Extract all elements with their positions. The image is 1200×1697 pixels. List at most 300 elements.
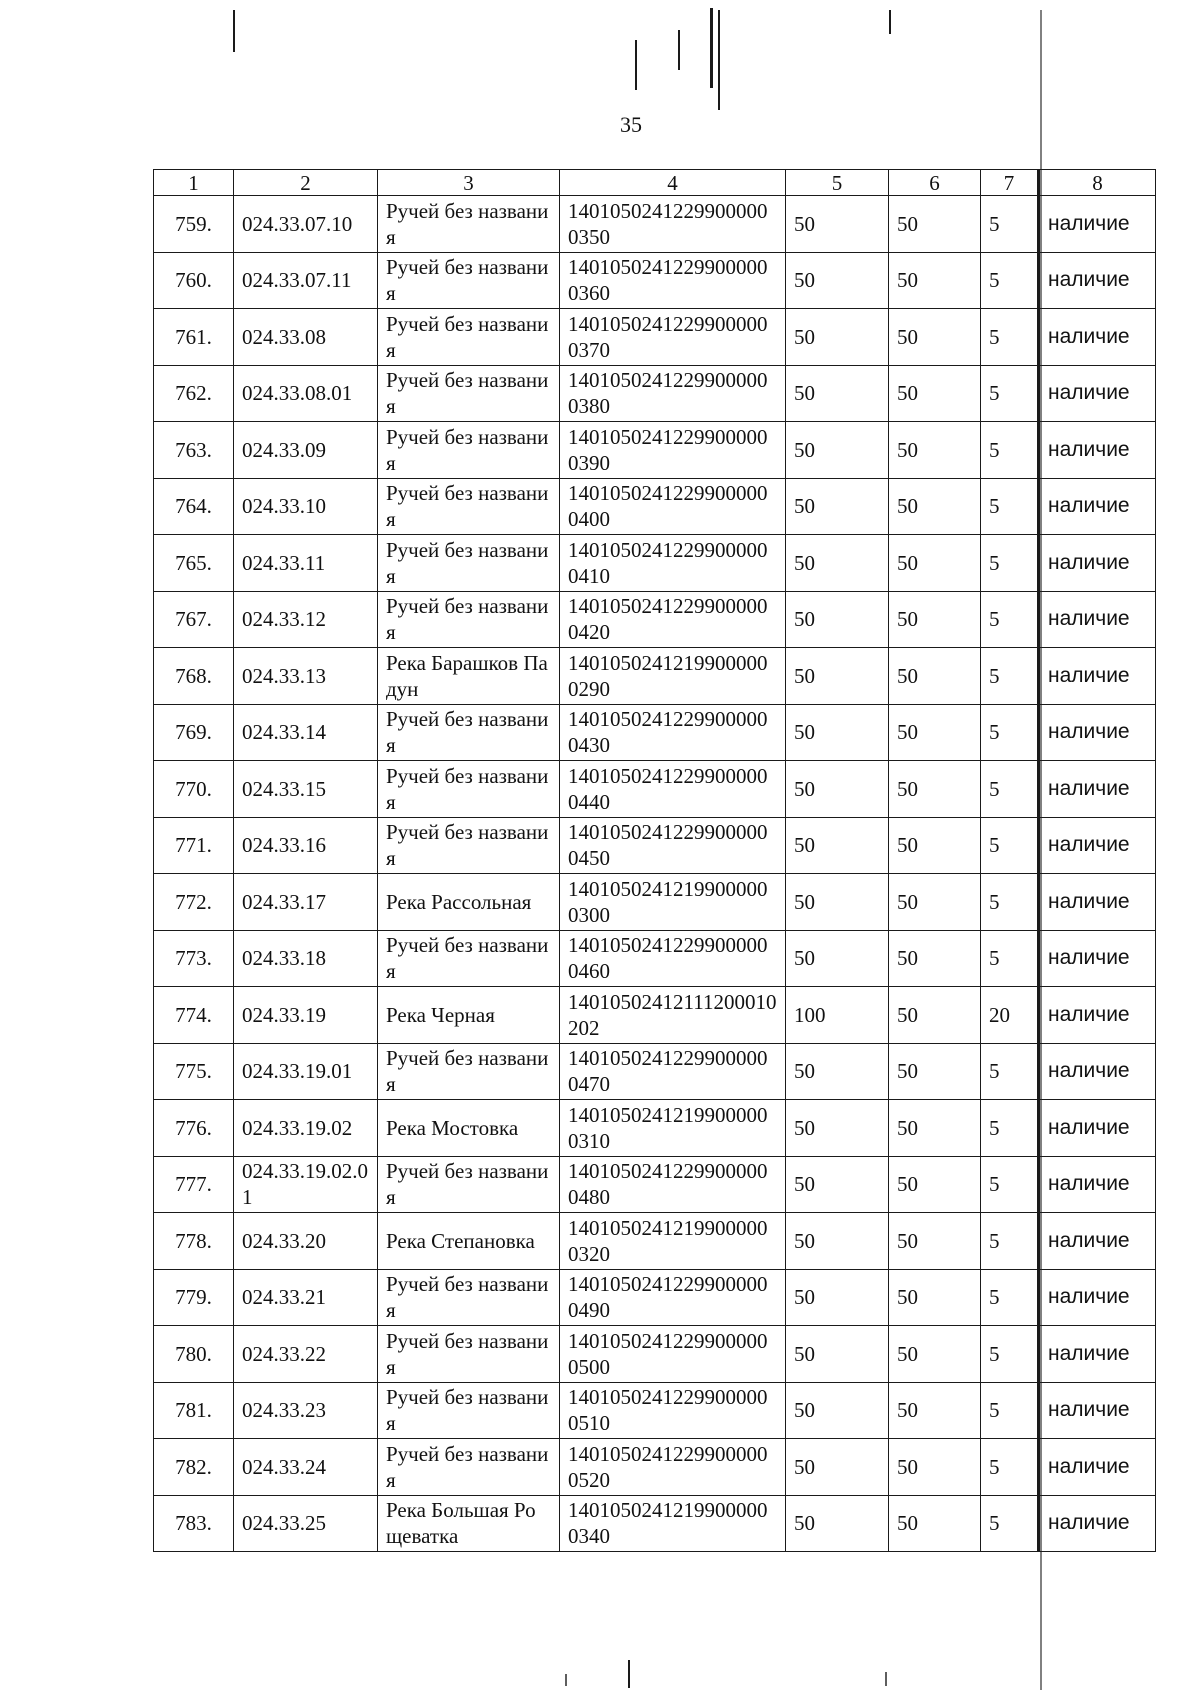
value-col5 bbox=[786, 1326, 889, 1383]
table-row bbox=[154, 1495, 1156, 1552]
object-code-text: 024.33.25 bbox=[242, 1511, 326, 1536]
registry-id bbox=[560, 1269, 786, 1326]
row-number-text: 768. bbox=[175, 663, 212, 688]
object-name-text: Ручей без названия bbox=[386, 820, 549, 871]
object-code-text: 024.33.23 bbox=[242, 1398, 326, 1423]
value-col6-text: 50 bbox=[897, 607, 918, 632]
value-col6-text: 50 bbox=[897, 946, 918, 971]
registry-id-text: 14010502412299000000350 bbox=[568, 198, 768, 249]
object-name bbox=[378, 1156, 560, 1213]
row-number bbox=[154, 648, 234, 705]
value-col5 bbox=[786, 535, 889, 592]
status-cell-text: наличие bbox=[1048, 889, 1130, 913]
value-col7-text: 5 bbox=[989, 1172, 1000, 1197]
value-col7 bbox=[981, 591, 1039, 648]
object-name bbox=[378, 987, 560, 1044]
status-cell bbox=[1039, 1326, 1156, 1383]
value-col6-text: 50 bbox=[897, 1228, 918, 1253]
object-code-text: 024.33.11 bbox=[242, 550, 326, 575]
row-number bbox=[154, 1326, 234, 1383]
value-col7-text: 5 bbox=[989, 437, 1000, 462]
object-name-text: Ручей без названия bbox=[386, 481, 549, 532]
registry-id bbox=[560, 1439, 786, 1496]
value-col5-text: 50 bbox=[794, 1454, 815, 1479]
object-code-text: 024.33.16 bbox=[242, 833, 326, 858]
table-row bbox=[154, 422, 1156, 479]
table-row bbox=[154, 1269, 1156, 1326]
object-name bbox=[378, 1213, 560, 1270]
object-code bbox=[234, 422, 378, 479]
value-col6 bbox=[889, 817, 981, 874]
row-number bbox=[154, 704, 234, 761]
value-col5-text: 50 bbox=[794, 1115, 815, 1140]
registry-id-text: 14010502412299000000380 bbox=[568, 368, 768, 419]
object-code bbox=[234, 1156, 378, 1213]
status-cell-text: наличие bbox=[1048, 211, 1130, 235]
row-number bbox=[154, 309, 234, 366]
table-row bbox=[154, 1382, 1156, 1439]
row-number-text: 759. bbox=[175, 211, 212, 236]
object-code-text: 024.33.14 bbox=[242, 720, 326, 745]
object-code bbox=[234, 987, 378, 1044]
object-code-text: 024.33.17 bbox=[242, 889, 326, 914]
row-number bbox=[154, 1495, 234, 1552]
header-row bbox=[154, 170, 1156, 196]
registry-id-text: 14010502412299000000410 bbox=[568, 537, 768, 588]
object-code bbox=[234, 365, 378, 422]
value-col7 bbox=[981, 874, 1039, 931]
object-code bbox=[234, 1495, 378, 1552]
status-cell bbox=[1039, 761, 1156, 818]
object-name-text: Ручей без названия bbox=[386, 368, 549, 419]
row-number-text: 774. bbox=[175, 1002, 212, 1027]
object-name-text: Ручей без названия bbox=[386, 1159, 549, 1210]
value-col6-text: 50 bbox=[897, 324, 918, 349]
object-name-text: Ручей без названия bbox=[386, 1385, 549, 1436]
object-name-text: Ручей без названия bbox=[386, 1441, 549, 1492]
object-code bbox=[234, 761, 378, 818]
value-col5-text: 50 bbox=[794, 268, 815, 293]
object-code bbox=[234, 1382, 378, 1439]
object-code-text: 024.33.07.10 bbox=[242, 211, 353, 236]
value-col6-text: 50 bbox=[897, 1285, 918, 1310]
status-cell bbox=[1039, 591, 1156, 648]
value-col6 bbox=[889, 591, 981, 648]
status-cell-text: наличие bbox=[1048, 776, 1130, 800]
object-name bbox=[378, 1100, 560, 1157]
value-col6 bbox=[889, 874, 981, 931]
status-cell bbox=[1039, 535, 1156, 592]
object-name bbox=[378, 930, 560, 987]
table-row bbox=[154, 1326, 1156, 1383]
object-code-text: 024.33.20 bbox=[242, 1228, 326, 1253]
column-header: 4 bbox=[560, 170, 786, 196]
object-name bbox=[378, 648, 560, 705]
value-col7 bbox=[981, 1156, 1039, 1213]
value-col7 bbox=[981, 704, 1039, 761]
registry-id-text: 14010502412299000000460 bbox=[568, 933, 768, 984]
row-number-text: 775. bbox=[175, 1059, 212, 1084]
registry-id-text: 14010502412299000000360 bbox=[568, 255, 768, 306]
registry-id-text: 14010502412299000000440 bbox=[568, 763, 768, 814]
object-name-text: Река Рассольная bbox=[386, 889, 532, 914]
object-name bbox=[378, 196, 560, 253]
object-code bbox=[234, 1100, 378, 1157]
registry-id-text: 14010502412299000000500 bbox=[568, 1328, 768, 1379]
object-name bbox=[378, 422, 560, 479]
registry-id bbox=[560, 1382, 786, 1439]
value-col7 bbox=[981, 478, 1039, 535]
table-row bbox=[154, 196, 1156, 253]
value-col7 bbox=[981, 252, 1039, 309]
scan-artifact bbox=[889, 10, 891, 34]
row-number bbox=[154, 1043, 234, 1100]
registry-id bbox=[560, 1100, 786, 1157]
object-name bbox=[378, 1326, 560, 1383]
value-col7-text: 5 bbox=[989, 1341, 1000, 1366]
registry-id bbox=[560, 1156, 786, 1213]
value-col7 bbox=[981, 365, 1039, 422]
column-header: 3 bbox=[378, 170, 560, 196]
value-col5 bbox=[786, 422, 889, 479]
object-name bbox=[378, 874, 560, 931]
value-col5-text: 50 bbox=[794, 437, 815, 462]
registry-id bbox=[560, 704, 786, 761]
object-name-text: Ручей без названия bbox=[386, 763, 549, 814]
column-header: 8 bbox=[1039, 170, 1156, 196]
value-col5-text: 50 bbox=[794, 776, 815, 801]
row-number bbox=[154, 535, 234, 592]
object-name bbox=[378, 761, 560, 818]
registry-id-text: 14010502412299000000430 bbox=[568, 707, 768, 758]
registry-id-text: 14010502412299000000480 bbox=[568, 1159, 768, 1210]
value-col7-text: 5 bbox=[989, 324, 1000, 349]
object-name bbox=[378, 535, 560, 592]
object-code bbox=[234, 1043, 378, 1100]
value-col5-text: 50 bbox=[794, 946, 815, 971]
value-col6-text: 50 bbox=[897, 663, 918, 688]
status-cell bbox=[1039, 874, 1156, 931]
status-cell-text: наличие bbox=[1048, 1002, 1130, 1026]
object-name bbox=[378, 817, 560, 874]
value-col7-text: 5 bbox=[989, 1059, 1000, 1084]
value-col7-text: 5 bbox=[989, 889, 1000, 914]
scan-artifact bbox=[885, 1672, 887, 1686]
object-code-text: 024.33.19 bbox=[242, 1002, 326, 1027]
registry-id bbox=[560, 422, 786, 479]
object-name bbox=[378, 1495, 560, 1552]
table-row bbox=[154, 987, 1156, 1044]
value-col6-text: 50 bbox=[897, 889, 918, 914]
registry-id bbox=[560, 874, 786, 931]
object-name bbox=[378, 365, 560, 422]
row-number-text: 767. bbox=[175, 607, 212, 632]
object-code bbox=[234, 1439, 378, 1496]
value-col6-text: 50 bbox=[897, 833, 918, 858]
object-code bbox=[234, 1269, 378, 1326]
object-code bbox=[234, 591, 378, 648]
value-col7-text: 5 bbox=[989, 211, 1000, 236]
value-col6-text: 50 bbox=[897, 550, 918, 575]
value-col6-text: 50 bbox=[897, 1002, 918, 1027]
value-col6-text: 50 bbox=[897, 437, 918, 462]
value-col5 bbox=[786, 817, 889, 874]
registry-id bbox=[560, 535, 786, 592]
value-col6-text: 50 bbox=[897, 1454, 918, 1479]
value-col6 bbox=[889, 1269, 981, 1326]
row-number bbox=[154, 1439, 234, 1496]
table-row bbox=[154, 1439, 1156, 1496]
value-col7 bbox=[981, 196, 1039, 253]
value-col7-text: 5 bbox=[989, 1511, 1000, 1536]
object-code bbox=[234, 704, 378, 761]
value-col6 bbox=[889, 535, 981, 592]
row-number bbox=[154, 874, 234, 931]
row-number-text: 763. bbox=[175, 437, 212, 462]
value-col5-text: 50 bbox=[794, 550, 815, 575]
status-cell-text: наличие bbox=[1048, 1454, 1130, 1478]
table-row bbox=[154, 704, 1156, 761]
scan-artifact bbox=[678, 30, 680, 70]
object-code-text: 024.33.19.01 bbox=[242, 1059, 353, 1084]
value-col7-text: 5 bbox=[989, 1285, 1000, 1310]
object-code bbox=[234, 252, 378, 309]
value-col6-text: 50 bbox=[897, 776, 918, 801]
value-col5 bbox=[786, 987, 889, 1044]
table-row bbox=[154, 365, 1156, 422]
status-cell bbox=[1039, 309, 1156, 366]
object-name-text: Река Барашков Падун bbox=[386, 650, 548, 701]
row-number bbox=[154, 252, 234, 309]
object-code bbox=[234, 930, 378, 987]
status-cell bbox=[1039, 930, 1156, 987]
value-col6 bbox=[889, 1156, 981, 1213]
value-col5 bbox=[786, 761, 889, 818]
row-number bbox=[154, 1156, 234, 1213]
status-cell-text: наличие bbox=[1048, 1059, 1130, 1083]
object-name-text: Ручей без названия bbox=[386, 1328, 549, 1379]
object-code-text: 024.33.19.02 bbox=[242, 1115, 353, 1140]
scan-artifact bbox=[565, 1674, 567, 1686]
row-number-text: 762. bbox=[175, 381, 212, 406]
value-col7 bbox=[981, 1213, 1039, 1270]
row-number bbox=[154, 422, 234, 479]
registry-id-text: 14010502412199000000290 bbox=[568, 650, 768, 701]
column-header: 2 bbox=[234, 170, 378, 196]
value-col7-text: 5 bbox=[989, 1454, 1000, 1479]
object-name bbox=[378, 1382, 560, 1439]
value-col5-text: 50 bbox=[794, 663, 815, 688]
object-code bbox=[234, 196, 378, 253]
value-col6-text: 50 bbox=[897, 211, 918, 236]
object-name-text: Ручей без названия bbox=[386, 707, 549, 758]
registry-id-text: 14010502412199000000340 bbox=[568, 1498, 768, 1549]
object-name bbox=[378, 1043, 560, 1100]
value-col7-text: 20 bbox=[989, 1002, 1010, 1027]
value-col6 bbox=[889, 478, 981, 535]
value-col6-text: 50 bbox=[897, 381, 918, 406]
row-number-text: 769. bbox=[175, 720, 212, 745]
registry-id bbox=[560, 309, 786, 366]
object-code-text: 024.33.19.02.01 bbox=[242, 1159, 368, 1210]
value-col7 bbox=[981, 535, 1039, 592]
value-col5 bbox=[786, 1382, 889, 1439]
row-number-text: 780. bbox=[175, 1341, 212, 1366]
value-col7 bbox=[981, 930, 1039, 987]
object-name-text: Река Черная bbox=[386, 1002, 495, 1027]
row-number-text: 776. bbox=[175, 1115, 212, 1140]
status-cell-text: наличие bbox=[1048, 1285, 1130, 1309]
registry-table bbox=[153, 169, 1156, 1552]
object-code-text: 024.33.18 bbox=[242, 946, 326, 971]
value-col7-text: 5 bbox=[989, 1398, 1000, 1423]
value-col7-text: 5 bbox=[989, 833, 1000, 858]
status-cell bbox=[1039, 196, 1156, 253]
row-number bbox=[154, 1100, 234, 1157]
value-col6-text: 50 bbox=[897, 1172, 918, 1197]
registry-id-text: 14010502412299000000420 bbox=[568, 594, 768, 645]
value-col6-text: 50 bbox=[897, 268, 918, 293]
status-cell bbox=[1039, 422, 1156, 479]
table-row bbox=[154, 478, 1156, 535]
status-cell bbox=[1039, 1269, 1156, 1326]
value-col6 bbox=[889, 1213, 981, 1270]
row-number bbox=[154, 478, 234, 535]
registry-id bbox=[560, 930, 786, 987]
value-col6 bbox=[889, 422, 981, 479]
value-col6-text: 50 bbox=[897, 1341, 918, 1366]
value-col5 bbox=[786, 1269, 889, 1326]
registry-id-text: 14010502412299000000490 bbox=[568, 1272, 768, 1323]
registry-id bbox=[560, 648, 786, 705]
value-col5-text: 50 bbox=[794, 1172, 815, 1197]
status-cell-text: наличие bbox=[1048, 1398, 1130, 1422]
table-row bbox=[154, 1100, 1156, 1157]
value-col6-text: 50 bbox=[897, 1059, 918, 1084]
row-number bbox=[154, 591, 234, 648]
object-code-text: 024.33.10 bbox=[242, 494, 326, 519]
status-cell bbox=[1039, 1495, 1156, 1552]
value-col7-text: 5 bbox=[989, 607, 1000, 632]
object-name-text: Ручей без названия bbox=[386, 424, 549, 475]
object-code-text: 024.33.08.01 bbox=[242, 381, 353, 406]
value-col5 bbox=[786, 1213, 889, 1270]
status-cell bbox=[1039, 365, 1156, 422]
value-col6 bbox=[889, 1100, 981, 1157]
status-cell-text: наличие bbox=[1048, 324, 1130, 348]
table-row bbox=[154, 591, 1156, 648]
value-col7 bbox=[981, 1269, 1039, 1326]
status-cell-text: наличие bbox=[1048, 663, 1130, 687]
object-name bbox=[378, 252, 560, 309]
status-cell-text: наличие bbox=[1048, 720, 1130, 744]
value-col5-text: 50 bbox=[794, 1341, 815, 1366]
registry-id-text: 14010502412199000000300 bbox=[568, 876, 768, 927]
value-col7 bbox=[981, 1043, 1039, 1100]
row-number bbox=[154, 930, 234, 987]
status-cell-text: наличие bbox=[1048, 1511, 1130, 1535]
object-name-text: Ручей без названия bbox=[386, 537, 549, 588]
value-col5 bbox=[786, 252, 889, 309]
registry-id bbox=[560, 761, 786, 818]
value-col6 bbox=[889, 1326, 981, 1383]
registry-id bbox=[560, 987, 786, 1044]
object-code bbox=[234, 817, 378, 874]
registry-id-text: 14010502412299000000450 bbox=[568, 820, 768, 871]
scan-artifact bbox=[635, 40, 637, 90]
value-col6 bbox=[889, 196, 981, 253]
status-cell-text: наличие bbox=[1048, 833, 1130, 857]
table-row bbox=[154, 874, 1156, 931]
object-name bbox=[378, 478, 560, 535]
value-col7 bbox=[981, 1326, 1039, 1383]
table-row bbox=[154, 1043, 1156, 1100]
row-number bbox=[154, 365, 234, 422]
registry-id bbox=[560, 1495, 786, 1552]
object-code-text: 024.33.15 bbox=[242, 776, 326, 801]
value-col5-text: 50 bbox=[794, 1059, 815, 1084]
value-col6 bbox=[889, 987, 981, 1044]
table-row bbox=[154, 309, 1156, 366]
value-col5-text: 50 bbox=[794, 494, 815, 519]
object-code bbox=[234, 1213, 378, 1270]
value-col6 bbox=[889, 1382, 981, 1439]
value-col7 bbox=[981, 1495, 1039, 1552]
value-col7-text: 5 bbox=[989, 720, 1000, 745]
value-col6 bbox=[889, 309, 981, 366]
value-col5 bbox=[786, 1156, 889, 1213]
column-header: 6 bbox=[889, 170, 981, 196]
status-cell bbox=[1039, 478, 1156, 535]
registry-id-text: 14010502412111200010202 bbox=[568, 989, 777, 1040]
registry-id-text: 14010502412299000000390 bbox=[568, 424, 768, 475]
status-cell bbox=[1039, 1382, 1156, 1439]
table-row bbox=[154, 1156, 1156, 1213]
value-col5-text: 50 bbox=[794, 211, 815, 236]
row-number-text: 777. bbox=[175, 1172, 212, 1197]
object-code-text: 024.33.24 bbox=[242, 1454, 326, 1479]
value-col5 bbox=[786, 365, 889, 422]
object-name-text: Ручей без названия bbox=[386, 594, 549, 645]
status-cell-text: наличие bbox=[1048, 1341, 1130, 1365]
row-number bbox=[154, 1382, 234, 1439]
table-row bbox=[154, 535, 1156, 592]
value-col7-text: 5 bbox=[989, 776, 1000, 801]
value-col5-text: 50 bbox=[794, 1511, 815, 1536]
page-number: 35 bbox=[620, 112, 642, 137]
row-number-text: 773. bbox=[175, 946, 212, 971]
object-code bbox=[234, 309, 378, 366]
status-cell-text: наличие bbox=[1048, 381, 1130, 405]
value-col6 bbox=[889, 1495, 981, 1552]
column-header: 7 bbox=[981, 170, 1039, 196]
row-number-text: 770. bbox=[175, 776, 212, 801]
status-cell bbox=[1039, 252, 1156, 309]
object-code-text: 024.33.12 bbox=[242, 607, 326, 632]
object-name-text: Ручей без названия bbox=[386, 255, 549, 306]
row-number-text: 765. bbox=[175, 550, 212, 575]
value-col5-text: 50 bbox=[794, 833, 815, 858]
row-number-text: 771. bbox=[175, 833, 212, 858]
status-cell bbox=[1039, 648, 1156, 705]
registry-id bbox=[560, 478, 786, 535]
registry-id bbox=[560, 1213, 786, 1270]
value-col5-text: 50 bbox=[794, 720, 815, 745]
row-number-text: 761. bbox=[175, 324, 212, 349]
status-cell bbox=[1039, 1213, 1156, 1270]
row-number bbox=[154, 196, 234, 253]
value-col6 bbox=[889, 1043, 981, 1100]
